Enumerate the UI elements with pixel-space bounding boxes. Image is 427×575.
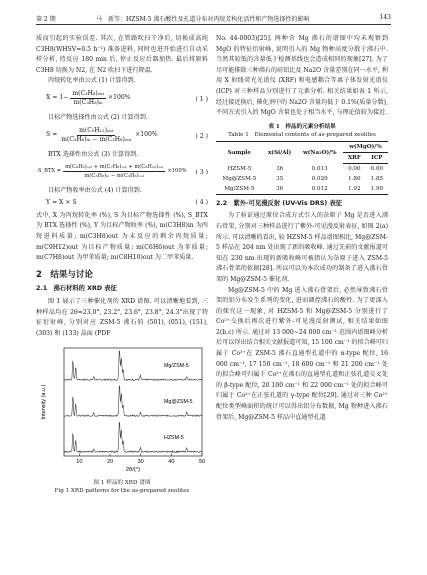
section-heading: 2 结果与讨论 bbox=[36, 269, 93, 280]
table-row bbox=[216, 174, 388, 184]
y-axis-label: Intensity (a.u.) bbox=[41, 384, 47, 420]
table-title-en: Table 1 Elemental contents of as-prepared zeolites bbox=[228, 131, 376, 138]
table-cell: 1.85 bbox=[370, 175, 384, 182]
table-subheader: ICP bbox=[366, 152, 388, 163]
eq-fraction bbox=[63, 163, 165, 180]
table-header: Sample bbox=[216, 141, 263, 163]
x-tick-label: 50 bbox=[198, 459, 206, 466]
equation-intro: BTX 选择性由公式 (3) 计算得到. bbox=[48, 150, 139, 158]
table-row bbox=[216, 184, 388, 195]
subsection-heading: 2.2 紫外-可见漫反射 (UV-Vis DRS) 表征 bbox=[216, 199, 343, 207]
eq-lhs: S_BTX = bbox=[38, 168, 62, 175]
eq-numerator: m(C₃H₈)ₒᵤₜ bbox=[72, 89, 104, 97]
equation-1 bbox=[36, 88, 208, 112]
table-row bbox=[216, 163, 388, 174]
equation-number: ( 1 ) bbox=[195, 95, 208, 103]
table-header: w(Na₂O)/% bbox=[297, 141, 343, 163]
page-number: 143 bbox=[379, 14, 391, 21]
equation-number: ( 3 ) bbox=[195, 169, 208, 177]
equation-intro: 丙烷转化率由公式 (1) 计算得到. bbox=[48, 77, 136, 85]
eq-numerator: m(C₉H₁₂)ₒᵤₜ bbox=[79, 126, 114, 134]
equation-number: ( 2 ) bbox=[195, 132, 208, 140]
table-cell: 1.92 bbox=[343, 184, 366, 195]
equation-number: ( 4 ) bbox=[195, 198, 208, 206]
eq-fraction bbox=[70, 90, 106, 107]
subsection-heading: 2.1 沸石材料的 XRD 表征 bbox=[36, 285, 117, 293]
paragraph: 质而引起的实验误差. 其次, 在管路吹扫干净后, 切换成高纯 C3H8(WHSV=0.5 h⁻¹) 准备进料, 同时也进开始进行自动采样分析, 持反应 180 min 后, 停止反应后器加热. 最后将原料 C3H8 切换为 N2, 在 N2 吹扫下进行降温. bbox=[36, 35, 208, 74]
paragraph: Mg@ZSM-5 中的 Mg 进入沸石骨架后, 必然导致沸石骨架的铝分布发生系列的变化, 进而调控沸石的酸性. 为了更深入的探究这一现象, 对 HZSM-5 和 Mg@ZSM-5 分别进行了 Co²⁺交换后再次进行紫外-可见漫反射测试, 相关结果如图 2(b,c) 所示. 通过对 13 000~24 000 cm⁻¹ 范围内谱图峰分析后可以得出结合相关文献报道可知, 15 100 cm⁻¹ 的拟合峰可归属于 Co²⁺在 ZSM-5 沸石直通型孔道中的 α-type 配位, 16 000 cm⁻¹, 17 150 cm⁻¹, 18 600 cm⁻¹ 和 21 200 cm⁻¹ 处的拟合峰可归属于 Co²⁺在沸石的直通型孔道和正弦孔道交叉处的 β-type 配位, 20 100 cm⁻¹ 和 22 000 cm⁻¹ 处的拟合峰可归属于 Co²⁺在正弦孔道的 γ-type 配位[29]. 通过对三种 Co²⁺配位类型峰面积的统计可以得出铝分布数据, Mg 物种进入沸石骨架后, Mg@ZSM-5 样品中直通型孔道 bbox=[216, 286, 388, 421]
paragraph: 式中, X 为丙烷转化率 (%), S 为目标产物选择性 (%), S_BTX 为 BTX 选择性 (%), Y 为目标产物收率 (%), m(C3H8)in 为丙烷进料质量; m(C3H8)out 为未反应的剩余丙烷质量; m(C9H12)out 为目标产物质量; m(C6H6)out 为苯质量; m(C7H8)out 为甲苯质量; m(C8H10)out 为二甲苯质量. bbox=[36, 211, 208, 262]
elemental-table bbox=[216, 141, 388, 195]
table-cell: 0.029 bbox=[311, 175, 328, 182]
equation-3 bbox=[36, 161, 208, 185]
left-column bbox=[36, 34, 208, 492]
running-title: 马 新等：HZSM-5 沸石酸性及孔道分布对丙烷芳构化活性和产物选择性的影响 bbox=[96, 16, 310, 23]
xrd-chart bbox=[36, 342, 208, 474]
eq-lhs: S = bbox=[46, 130, 58, 138]
table-cell: Mg/ZSM-5 bbox=[216, 184, 263, 195]
right-column bbox=[216, 34, 388, 423]
table-subheader: XRF bbox=[343, 152, 366, 163]
table-cell: 36 bbox=[263, 184, 297, 195]
figure-caption-en: Fig 1 XRD patterns for the as-prepared zeolites bbox=[54, 487, 190, 494]
equation-intro: 目标产物收率由公式 (4) 计算得到. bbox=[48, 187, 142, 195]
issue-number: 第 2 期 bbox=[36, 16, 56, 23]
paragraph: 图 1 展示了三种催化剂的 XRD 谱图. 可以清晰地看到, 三种样品均在 2θ=23.0°, 23.2°, 23.6°, 23.8°, 24.3°出现了特征衍射峰, 分别对应 ZSM-5 沸石的 (501), (051), (151), (303) 和 (133) 晶面 (PDF bbox=[36, 297, 208, 337]
page-header bbox=[36, 12, 391, 25]
paragraph: No. 44-0003)[25]. 两种含 Mg 沸石的谱图中均未观察到 MgO 的特征衍射峰, 说明引入的 Mg 物种高度分散于沸石中. 当然其较低的含量低于检测基线也会造成相同的现象[27]. 为了尽可能排除三种沸石的硅铝比及 Na2O 含量差别在同一水平, 利用 X 射线荧光光谱仪 (XRF) 和电感耦合等离子体发射光谱仪 (ICP) 对三种样品分别进行了元素分析. 相关结果如表 1 所示, 经过接近换后, 催化剂中的 Na2O 含量均低于 0.1%(质量分数), 不同方式引入的 MgO 含量也处于相当水平, 与理论值较为接近. bbox=[216, 35, 388, 117]
table-cell: 0.012 bbox=[297, 184, 343, 195]
table-header: x(Si/Al) bbox=[263, 141, 297, 163]
series-label: HZSM-5 bbox=[164, 435, 184, 442]
x-tick-label: 40 bbox=[168, 459, 175, 466]
eq-denominator: m(C₃H₈)ᵢₙ − m(C₃H₈)ₒᵤₜ bbox=[61, 135, 132, 143]
eq-rhs: ×100% bbox=[135, 130, 158, 138]
eq-numerator: m(C₆H₆)ₒᵤₜ + m(C₇H₈)ₒᵤₜ + m(C₈H₁₀)ₒᵤₜ bbox=[65, 164, 164, 171]
table-cell: 0.013 bbox=[311, 165, 328, 172]
x-tick-label: 20 bbox=[106, 459, 114, 466]
table-cell: Mg@ZSM-5 bbox=[222, 175, 257, 182]
eq-denominator: m(C₃H₈)ᵢₙ − m(C₃H₈)ₒᵤₜ bbox=[84, 173, 145, 180]
x-axis-label: 2θ/(°) bbox=[125, 467, 141, 474]
equation-4 bbox=[36, 198, 208, 210]
series-label: Mg/ZSM-5 bbox=[164, 363, 189, 370]
table-title-cn: 表 1 样品的元素分析结果 bbox=[268, 123, 336, 130]
table-cell: 0.00 bbox=[370, 165, 384, 172]
xrd-figure bbox=[36, 342, 208, 492]
eq-rhs: ×100% bbox=[108, 94, 131, 102]
table-header: w(MgO)/% bbox=[343, 141, 388, 152]
paragraph: 为了验证通过原位合成方式引入的杂原子 Mg 是否进入沸石骨架, 分别对三种样品进行了紫外-可见漫反射表征, 如图 2(a) 所示. 可以清晰的看出, 较 HZSM-5 样品谱图相比, Mg@ZSM-5 样品在 204 nm 处出现了新的吸收峰. 通过先前的文献报道可知在 230 nm 出现的新吸收峰可被指认为杂原子进入 ZSM-5 沸石骨架的依据[28]. 所以可以为本次成功的制备了进入沸石骨架的 Mg@ZSM-5 催化剂. bbox=[216, 212, 388, 283]
table-cell: 1.90 bbox=[366, 184, 388, 195]
table-cell: 0.00 bbox=[348, 165, 361, 172]
equation-intro: 目标产物选择性由公式 (2) 计算得到. bbox=[48, 113, 148, 121]
x-tick-label: 30 bbox=[137, 459, 144, 466]
x-tick-label: 10 bbox=[76, 459, 83, 466]
eq-lhs: X = 1− bbox=[46, 94, 69, 102]
eq-denominator: m(C₃H₈)ᵢₙ bbox=[73, 98, 103, 106]
table-cell: 1.80 bbox=[348, 175, 361, 182]
eq-fraction bbox=[59, 127, 133, 144]
table-cell: 36 bbox=[276, 165, 284, 172]
table-cell: HZSM-5 bbox=[227, 165, 252, 172]
figure-caption-cn: 图 1 样品的 XRD 谱图 bbox=[93, 479, 151, 486]
table-cell: 35 bbox=[276, 175, 284, 182]
eq-rhs: ×100% bbox=[167, 168, 187, 175]
eq-text: Y = X × S bbox=[46, 198, 77, 206]
series-label: Mg@ZSM-5 bbox=[164, 399, 193, 406]
equation-2 bbox=[36, 125, 208, 149]
